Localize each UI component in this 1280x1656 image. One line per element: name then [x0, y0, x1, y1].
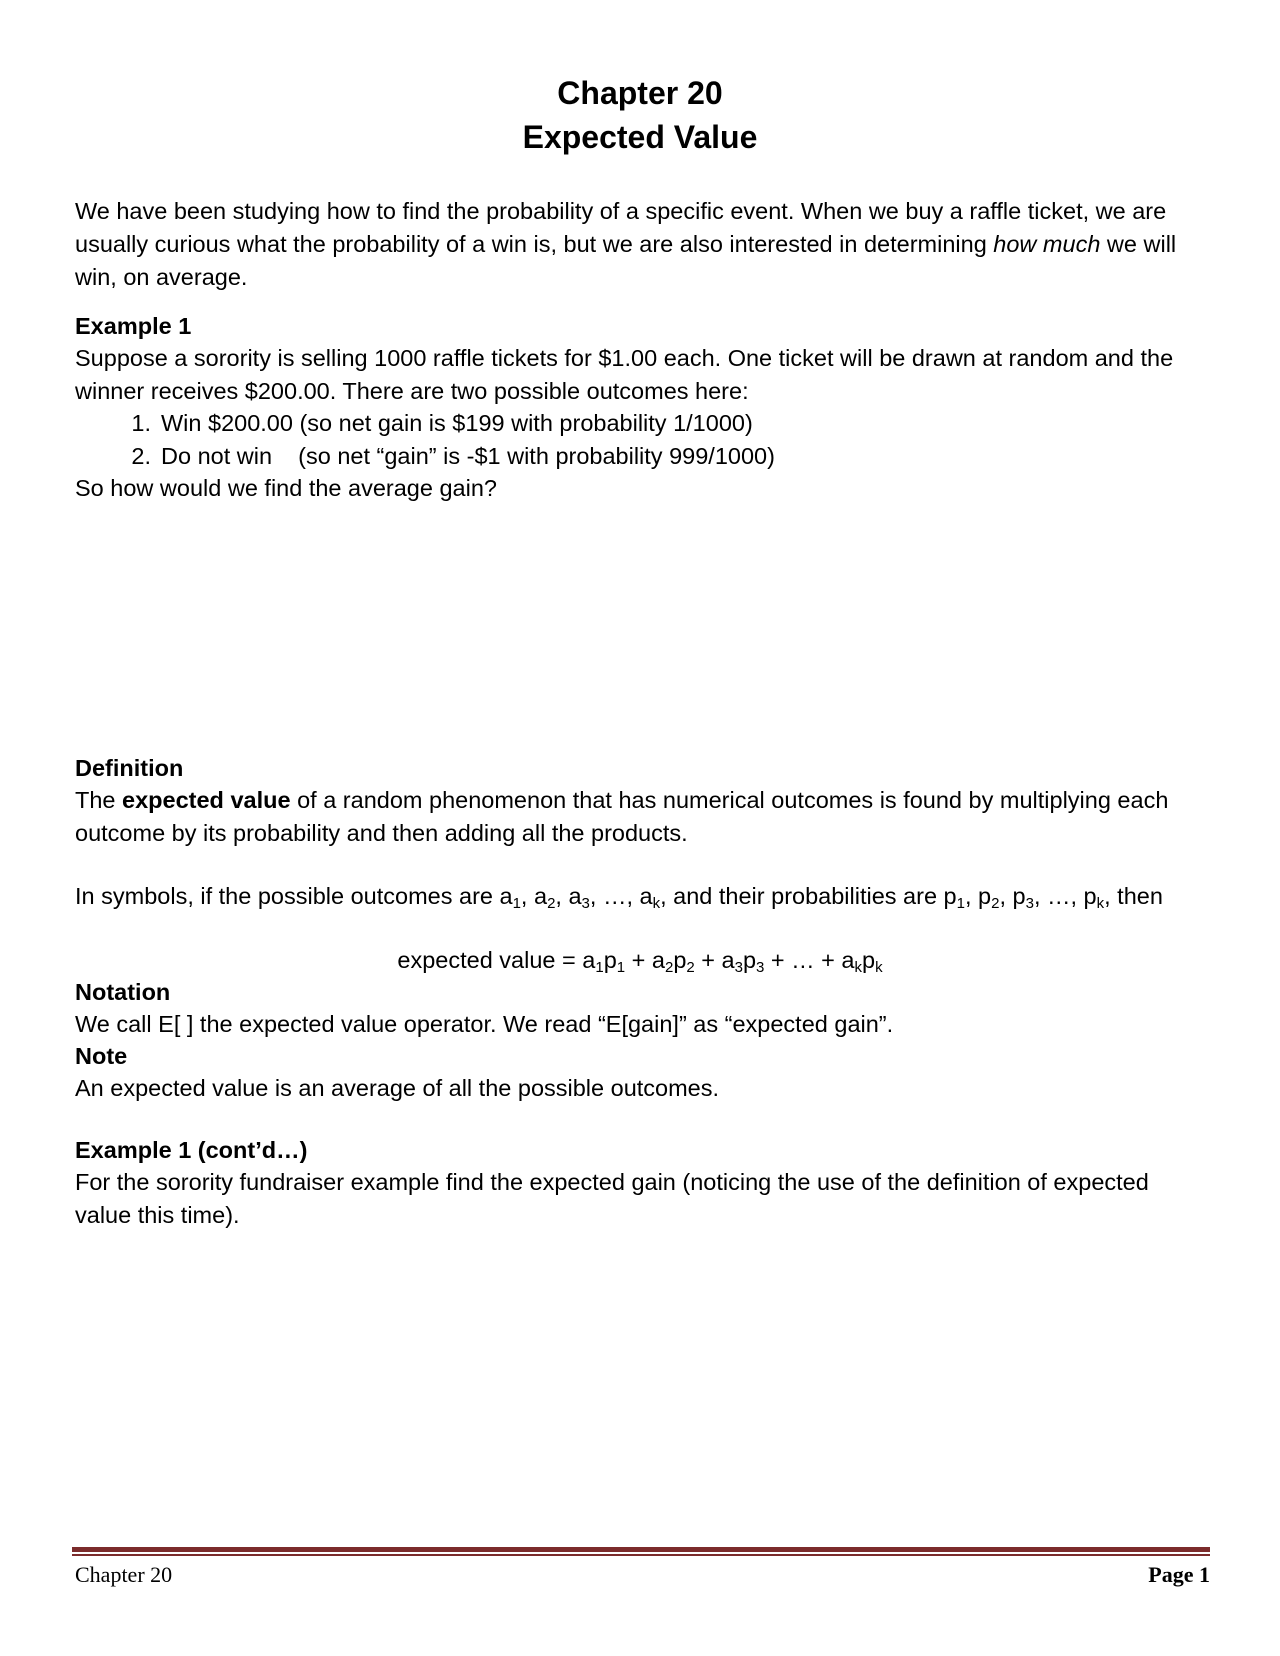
definition-text: The expected value of a random phenomenon that has numerical outcomes is found by multiplying each outcome by its probability and then adding all the products.: [75, 787, 1169, 846]
footer-chapter: Chapter 20: [75, 1562, 173, 1587]
intro-emphasis: how much: [993, 231, 1101, 257]
footer-divider-thin: [72, 1554, 1210, 1556]
expected-value-formula: expected value = $a_1p_1 + a_2p_2 + a_3p_3$ + … + $a_kp_k$: [397, 947, 883, 976]
list-item: 2. Do not win (so net “gain” is -$1 with probability 999/1000): [131, 443, 775, 469]
example1-contd-text: For the sorority fundraiser example find the expected gain (noticing the use of the definition of expected value this time).: [75, 1169, 1149, 1228]
footer-page-number: Page 1: [1148, 1562, 1210, 1587]
footer-divider: [72, 1547, 1210, 1552]
example1-contd-heading: Example 1 (cont’d…): [75, 1137, 308, 1163]
definition-heading: Definition: [75, 755, 184, 781]
example1-text: Suppose a sorority is selling 1000 raffle tickets for $1.00 each. One ticket will be drawn at random and the winner receives $200.00. There are two possible outcomes here:: [75, 345, 1174, 404]
note-heading: Note: [75, 1043, 128, 1069]
intro-paragraph: We have been studying how to find the probability of a specific event. When we buy a raffle ticket, we are usually curious what the probability of a win is, but we are also interested in determining how much we will win, on average.: [75, 198, 1177, 290]
notation-heading: Notation: [75, 979, 171, 1005]
section-title: Expected Value: [522, 119, 758, 155]
definition-term: expected value: [122, 787, 291, 813]
symbols-paragraph: In symbols, if the possible outcomes are $a_1$, $a_2$, $a_3$, …, $a_k$, and their probabilities are $p_1$, $p_2$, $p_3$, …, $p_k$, then: [75, 883, 1163, 912]
example1-heading: Example 1: [75, 313, 192, 339]
example1-question: So how would we find the average gain?: [75, 475, 497, 501]
chapter-title: Chapter 20: [557, 75, 723, 111]
note-text: An expected value is an average of all the possible outcomes.: [75, 1075, 720, 1101]
notation-text: We call E[ ] the expected value operator. We read “E[gain]” as “expected gain”.: [75, 1011, 894, 1037]
list-item: 1. Win $200.00 (so net gain is $199 with probability 1/1000): [131, 410, 753, 436]
